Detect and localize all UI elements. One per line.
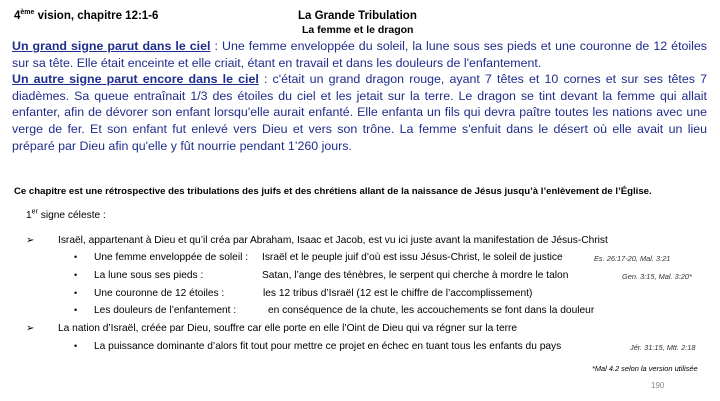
bullet-lune-ref: Gen. 3:15, Mal. 3:20*	[622, 272, 692, 281]
page-number: 190	[651, 381, 665, 390]
bullet-couronne-label: Une couronne de 12 étoiles :	[94, 288, 225, 299]
bullet-dot-icon: •	[74, 305, 78, 315]
chapter-intro: Ce chapitre est une rétrospective des tribulations des juifs et des chrétiens allant de la naissance de Jésus jusqu’à l’enlèvement de l’Église.	[14, 186, 652, 197]
bullet-douleurs-label: Les douleurs de l’enfantement :	[94, 305, 237, 316]
signe-heading: 1er signe céleste :	[26, 208, 106, 221]
bullet-femme-text: Israël et le peuple juif d’où est issu Jésus-Christ, le soleil de justice	[262, 252, 563, 263]
bullet-lune-label: La lune sous ses pieds :	[94, 270, 204, 281]
bullet-nation: La nation d’Israël, créée par Dieu, souffre car elle porte en elle l’Oint de Dieu qui va régner sur la terre	[58, 323, 518, 334]
arrow-bullet-icon: ➢	[26, 323, 35, 334]
bullet-femme-ref: Es. 26:17-20, Mal. 3:21	[594, 254, 671, 263]
arrow-bullet-icon: ➢	[26, 235, 35, 246]
bullet-puissance-ref: Jér. 31:15, Mtt. 2:18	[630, 343, 696, 352]
passage-paragraph-2: Un autre signe parut encore dans le ciel : c'était un grand dragon rouge, ayant 7 têtes et 10 cornes et sur ses têtes 7 diadèmes. Sa queue entraînait 1/3 des étoiles du ciel et les jetait sur la terre. Le dragon se tint devant la femme qui allait enfanter, afin de dévorer son enfant lorsqu'elle aurait enfanté. Elle enfanta un fils qui devra paître toutes les nations avec une verge de fer. Et son enfant fut enlevé vers Dieu et vers son trône. La femme s'enfuit dans le désert où elle avait un lieu préparé par Dieu afin qu'elle y fût nourrie pendant 1’260 jours.	[12, 72, 707, 153]
bullet-israel: Israël, appartenant à Dieu et qu’il créa par Abraham, Isaac et Jacob, est vu ici juste avant la manifestation de Jésus-Christ	[58, 235, 608, 246]
bullet-femme-label: Une femme enveloppée de soleil :	[94, 252, 249, 263]
bullet-couronne-text: les 12 tribus d’Israël (12 est le chiffre de l’accomplissement)	[263, 288, 533, 299]
bullet-dot-icon: •	[74, 341, 78, 351]
page-title: La Grande Tribulation	[298, 10, 417, 22]
bullet-lune-text: Satan, l’ange des ténèbres, le serpent qui cherche à mordre le talon	[262, 270, 569, 281]
passage-lead-2: Un autre signe parut encore dans le ciel	[12, 72, 259, 87]
bullet-dot-icon: •	[74, 252, 78, 262]
bullet-dot-icon: •	[74, 288, 78, 298]
bullet-puissance: La puissance dominante d’alors fit tout pour mettre ce projet en échec en tuant tous les enfants du pays	[94, 341, 562, 352]
passage-lead-1: Un grand signe parut dans le ciel	[12, 39, 211, 53]
vision-heading: 4ème vision, chapitre 12:1-6	[14, 9, 159, 22]
bullet-dot-icon: •	[74, 270, 78, 280]
scripture-passage	[12, 38, 707, 154]
bullet-douleurs-text: en conséquence de la chute, les accouchements se font dans la douleur	[268, 305, 595, 316]
passage-paragraph-1: Un grand signe parut dans le ciel : Une femme enveloppée du soleil, la lune sous ses pieds et une couronne de 12 étoiles sur sa tête. Elle était enceinte et elle criait, étant en travail et dans les douleurs de l'enfantement.	[12, 39, 707, 70]
page-subtitle: La femme et le dragon	[302, 24, 414, 36]
footnote: *Mal 4.2 selon la version utilisée	[592, 364, 698, 373]
